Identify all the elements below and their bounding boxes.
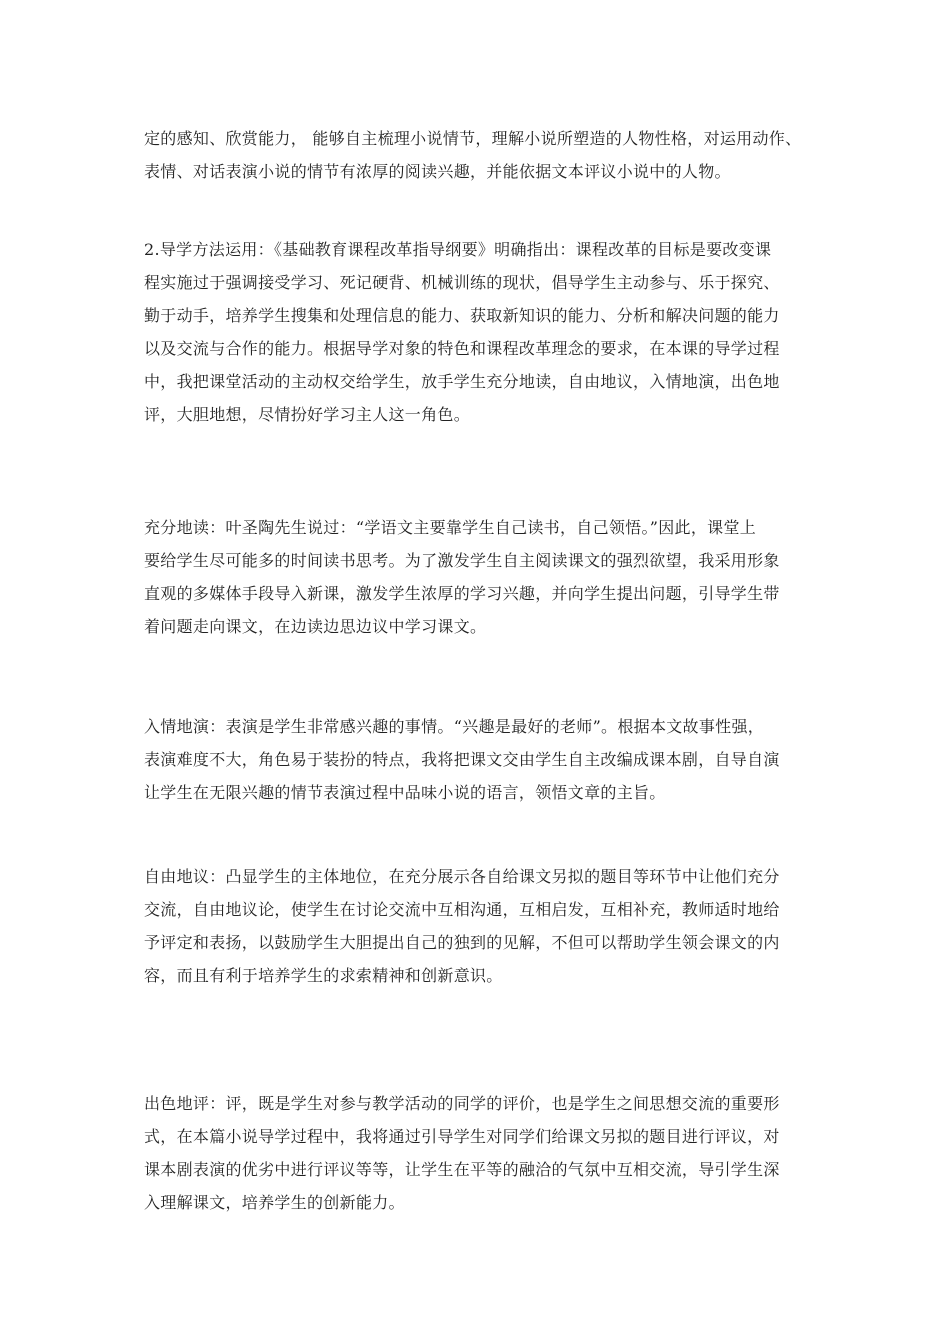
text-line: 表演难度不大，角色易于装扮的特点，我将把课文交由学生自主改编成课本剧，自导自演 xyxy=(144,750,780,769)
text-line: 予评定和表扬，以鼓励学生大胆提出自己的独到的见解，不但可以帮助学生领会课文的内 xyxy=(144,933,780,952)
text-line: 程实施过于强调接受学习、死记硬背、机械训练的现状，倡导学生主动参与、乐于探究、 xyxy=(144,273,780,292)
text-line: 出色地评：评，既是学生对参与教学活动的同学的评价，也是学生之间思想交流的重要形 xyxy=(144,1094,780,1113)
text-line: 入情地演：表演是学生非常感兴趣的事情。“兴趣是最好的老师”。根据本文故事性强， xyxy=(144,717,765,736)
text-line: 交流，自由地议论，使学生在讨论交流中互相沟通，互相启发，互相补充，教师适时地给 xyxy=(144,900,780,919)
text-line: 表情、对话表演小说的情节有浓厚的阅读兴趣，并能依据文本评议小说中的人物。 xyxy=(144,162,731,181)
text-line: 充分地读：叶圣陶先生说过：“学语文主要靠学生自己读书，自己领悟。”因此，课堂上 xyxy=(144,518,757,537)
text-line: 中，我把课堂活动的主动权交给学生，放手学生充分地读，自由地议，入情地演，出色地 xyxy=(144,372,780,391)
paragraph-acting xyxy=(144,710,816,809)
paragraph-teaching-method xyxy=(144,233,816,431)
text-line: 着问题走向课文，在边读边思边议中学习课文。 xyxy=(144,617,487,636)
text-line: 入理解课文，培养学生的创新能力。 xyxy=(144,1193,405,1212)
text-line: 勤于动手，培养学生搜集和处理信息的能力、获取新知识的能力、分析和解决问题的能力 xyxy=(144,306,780,325)
text-line: 2.导学方法运用：《基础教育课程改革指导纲要》明确指出：课程改革的目标是要改变课 xyxy=(144,240,772,259)
text-line: 让学生在无限兴趣的情节表演过程中品味小说的语言，领悟文章的主旨。 xyxy=(144,783,666,802)
text-line: 直观的多媒体手段导入新课，激发学生浓厚的学习兴趣，并向学生提出问题，引导学生带 xyxy=(144,584,780,603)
text-line: 课本剧表演的优劣中进行评议等等，让学生在平等的融洽的气氛中互相交流，导引学生深 xyxy=(144,1160,780,1179)
text-line: 自由地议：凸显学生的主体地位，在充分展示各自给课文另拟的题目等环节中让他们充分 xyxy=(144,867,780,886)
text-line: 容，而且有利于培养学生的求索精神和创新意识。 xyxy=(144,966,503,985)
paragraph-full-reading xyxy=(144,511,816,643)
text-line: 要给学生尽可能多的时间读书思考。为了激发学生自主阅读课文的强烈欲望，我采用形象 xyxy=(144,551,780,570)
text-line: 定的感知、欣赏能力， 能够自主梳理小说情节，理解小说所塑造的人物性格，对运用动作、 xyxy=(144,129,802,148)
text-line: 式，在本篇小说导学过程中，我将通过引导学生对同学们给课文另拟的题目进行评议，对 xyxy=(144,1127,780,1146)
paragraph-free-discussion xyxy=(144,860,816,992)
text-line: 评，大胆地想，尽情扮好学习主人这一角色。 xyxy=(144,405,471,424)
paragraph-reading-ability xyxy=(144,122,816,188)
paragraph-evaluation xyxy=(144,1087,816,1219)
text-line: 以及交流与合作的能力。根据导学对象的特色和课程改革理念的要求，在本课的导学过程 xyxy=(144,339,780,358)
